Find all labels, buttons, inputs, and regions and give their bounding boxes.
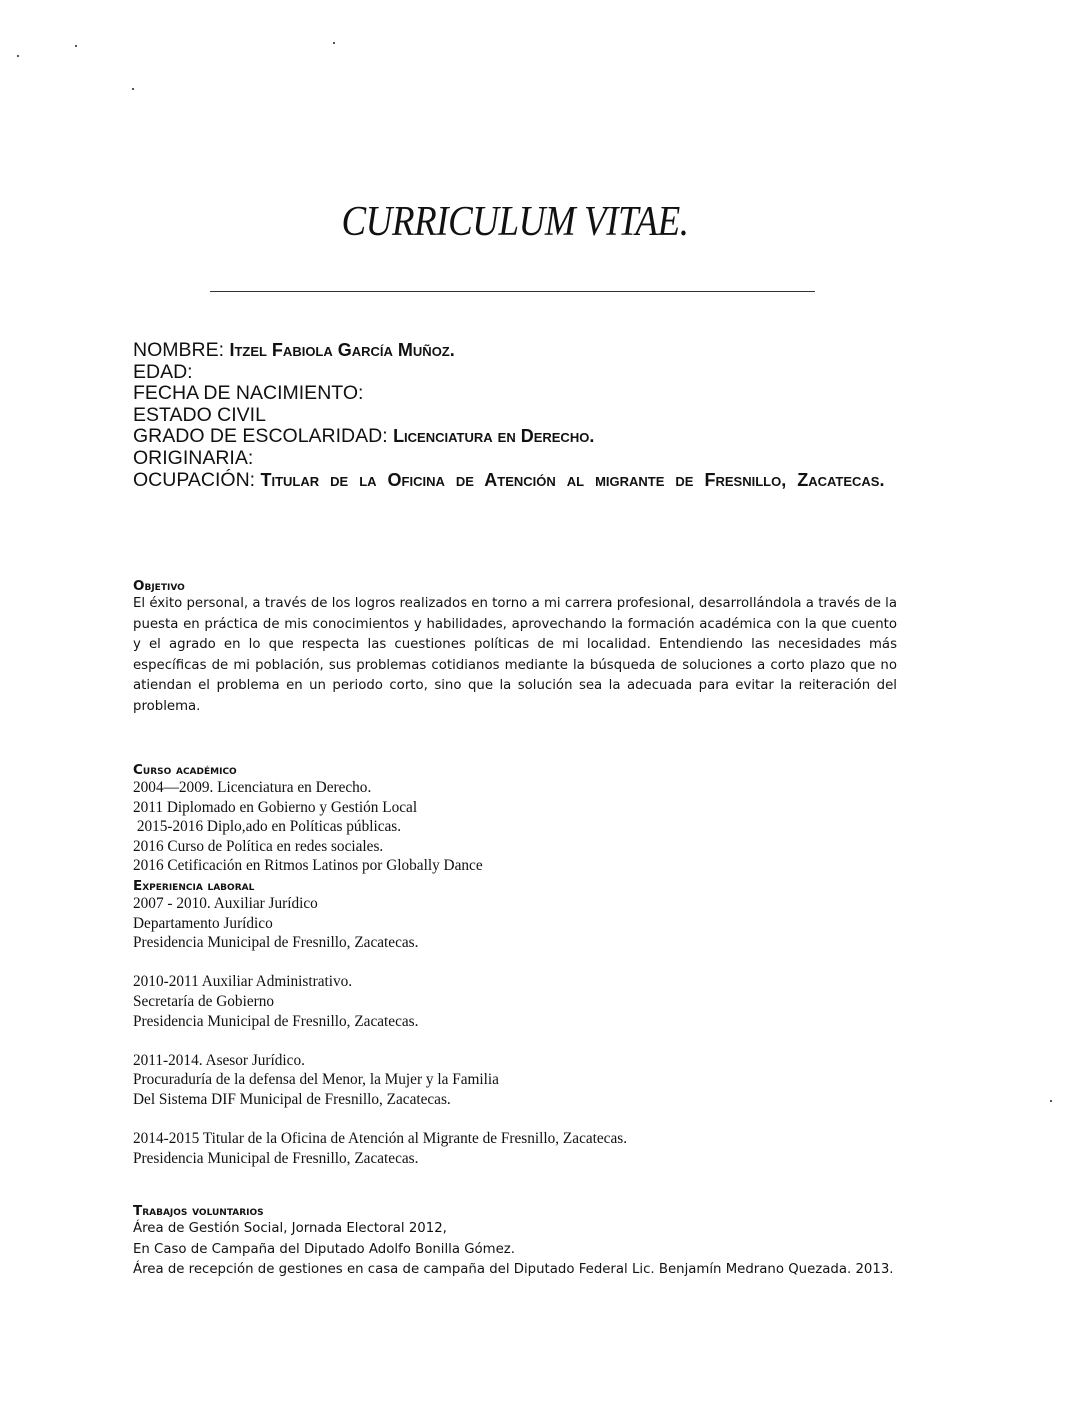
field-value: Licenciatura en Derecho. xyxy=(393,426,595,447)
job-line: 2014-2015 Titular de la Oficina de Atención al Migrante de Fresnillo, Zacatecas. xyxy=(133,1130,628,1148)
field-ocupacion xyxy=(133,470,903,492)
job-entry xyxy=(133,972,833,1031)
job-line: Presidencia Municipal de Fresnillo, Zacatecas. xyxy=(133,934,419,952)
field-label: EDAD: xyxy=(133,360,193,383)
list-item: 2011 Diplomado en Gobierno y Gestión Local xyxy=(133,798,418,816)
job-line: Procuraduría de la defensa del Menor, la Mujer y la Familia xyxy=(133,1071,499,1089)
list-item: Área de recepción de gestiones en casa de campaña del Diputado Federal Lic. Benjamín Medrano Quezada. 2013. xyxy=(133,1262,894,1277)
field-value: Titular de la Oficina de Atención al migrante de Fresnillo, Zacatecas. xyxy=(260,469,885,490)
section-heading: Experiencia laboral xyxy=(133,877,255,894)
job-line: 2011-2014. Asesor Jurídico. xyxy=(133,1051,305,1069)
document-title: CURRICULUM VITAE. xyxy=(341,199,689,245)
list-item: 2015-2016 Diplo,ado en Políticas públicas. xyxy=(133,818,402,836)
section-heading: Curso académico xyxy=(133,762,237,778)
field-edad xyxy=(133,362,903,384)
field-value: Itzel Fabiola García Muñoz. xyxy=(229,340,455,360)
section-heading: Trabajos voluntarios xyxy=(133,1203,264,1219)
job-line: 2007 - 2010. Auxiliar Jurídico xyxy=(133,894,318,912)
field-estado-civil xyxy=(133,405,903,427)
list-item: 2016 Curso de Política en redes sociales. xyxy=(133,837,384,855)
job-entry xyxy=(133,894,833,953)
job-line: Del Sistema DIF Municipal de Fresnillo, Zacatecas. xyxy=(133,1090,451,1108)
field-nombre xyxy=(133,340,903,362)
job-entry xyxy=(133,1051,833,1110)
job-line: Presidencia Municipal de Fresnillo, Zacatecas. xyxy=(133,1149,419,1167)
job-line: Presidencia Municipal de Fresnillo, Zacatecas. xyxy=(133,1012,419,1030)
field-label: FECHA DE NACIMIENTO: xyxy=(133,382,364,405)
list-item: 2016 Cetificación en Ritmos Latinos por Globally Dance xyxy=(133,857,483,875)
objetivo-text: El éxito personal, a través de los logros realizados en torno a mi carrera profesional, desarrollándola a través de la puesta en práctica de mis conocimientos y habilidades, aprovechando la formación académica con la que cuento y el agrado en lo que respecta las cuestiones políticas de mi localidad. Entendiendo las necesidades más específicas de mi población, sus problemas cotidianos mediante la búsqueda de soluciones a corto plazo que no atiendan el problema en un periodo corto, sino que la solución sea la adecuada para evitar la reiteración del problema. xyxy=(133,596,897,714)
curso-section xyxy=(133,762,833,1168)
job-entry xyxy=(133,1129,833,1168)
field-label: GRADO DE ESCOLARIDAD: xyxy=(133,425,394,448)
field-label: NOMBRE: xyxy=(133,339,230,361)
job-line: 2010-2011 Auxiliar Administrativo. xyxy=(133,973,353,991)
section-heading: Objetivo xyxy=(133,578,185,594)
trabajos-section xyxy=(133,1203,897,1281)
list-item: En Caso de Campaña del Diputado Adolfo Bonilla Gómez. xyxy=(133,1241,516,1257)
objetivo-section xyxy=(133,578,897,718)
title-divider xyxy=(210,291,815,292)
field-label: OCUPACIÓN: xyxy=(133,468,261,491)
job-line: Secretaría de Gobierno xyxy=(133,992,275,1010)
field-label: ESTADO CIVIL xyxy=(133,403,266,426)
field-fecha-nacimiento xyxy=(133,383,903,405)
list-item: Área de Gestión Social, Jornada Electoral 2012, xyxy=(133,1221,447,1236)
list-item: 2004—2009. Licenciatura en Derecho. xyxy=(133,779,372,796)
field-originaria xyxy=(133,448,903,470)
job-line: Departamento Jurídico xyxy=(133,914,273,932)
personal-info xyxy=(133,340,903,491)
field-escolaridad xyxy=(133,426,903,448)
field-label: ORIGINARIA: xyxy=(133,446,254,469)
